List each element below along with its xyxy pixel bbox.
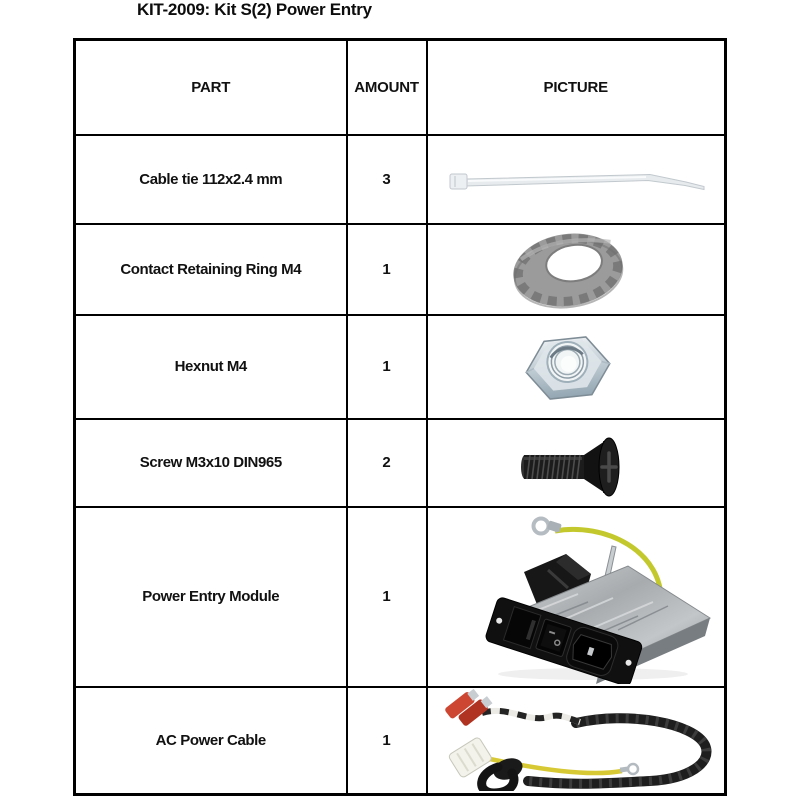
table-row — [75, 687, 726, 795]
ac-power-cable-image — [428, 689, 723, 791]
table-row — [75, 507, 726, 687]
power-entry-module-image — [428, 510, 723, 684]
part-name: AC Power Cable — [75, 687, 347, 795]
part-amount: 1 — [347, 507, 427, 687]
header-row — [75, 40, 726, 135]
part-amount: 3 — [347, 135, 427, 224]
part-picture — [427, 315, 726, 419]
part-amount: 1 — [347, 687, 427, 795]
part-name: Hexnut M4 — [75, 315, 347, 419]
table-row — [75, 315, 726, 419]
part-picture — [427, 507, 726, 687]
countersunk-screw-image — [428, 422, 723, 504]
part-picture — [427, 687, 726, 795]
part-name: Power Entry Module — [75, 507, 347, 687]
table-row — [75, 419, 726, 507]
cable-tie-image — [428, 138, 723, 221]
hexnut-image — [428, 318, 723, 416]
column-header-picture: PICTURE — [427, 40, 726, 135]
part-picture — [427, 419, 726, 507]
part-amount: 1 — [347, 315, 427, 419]
part-amount: 1 — [347, 224, 427, 315]
part-name: Contact Retaining Ring M4 — [75, 224, 347, 315]
column-header-part: PART — [75, 40, 347, 135]
page-title: KIT-2009: Kit S(2) Power Entry — [137, 0, 372, 19]
part-amount: 2 — [347, 419, 427, 507]
column-header-amount: AMOUNT — [347, 40, 427, 135]
part-name: Screw M3x10 DIN965 — [75, 419, 347, 507]
table-row — [75, 135, 726, 224]
part-name: Cable tie 112x2.4 mm — [75, 135, 347, 224]
parts-table — [73, 38, 727, 796]
table-row — [75, 224, 726, 315]
part-picture — [427, 224, 726, 315]
part-picture — [427, 135, 726, 224]
contact-retaining-ring-image — [428, 227, 723, 312]
